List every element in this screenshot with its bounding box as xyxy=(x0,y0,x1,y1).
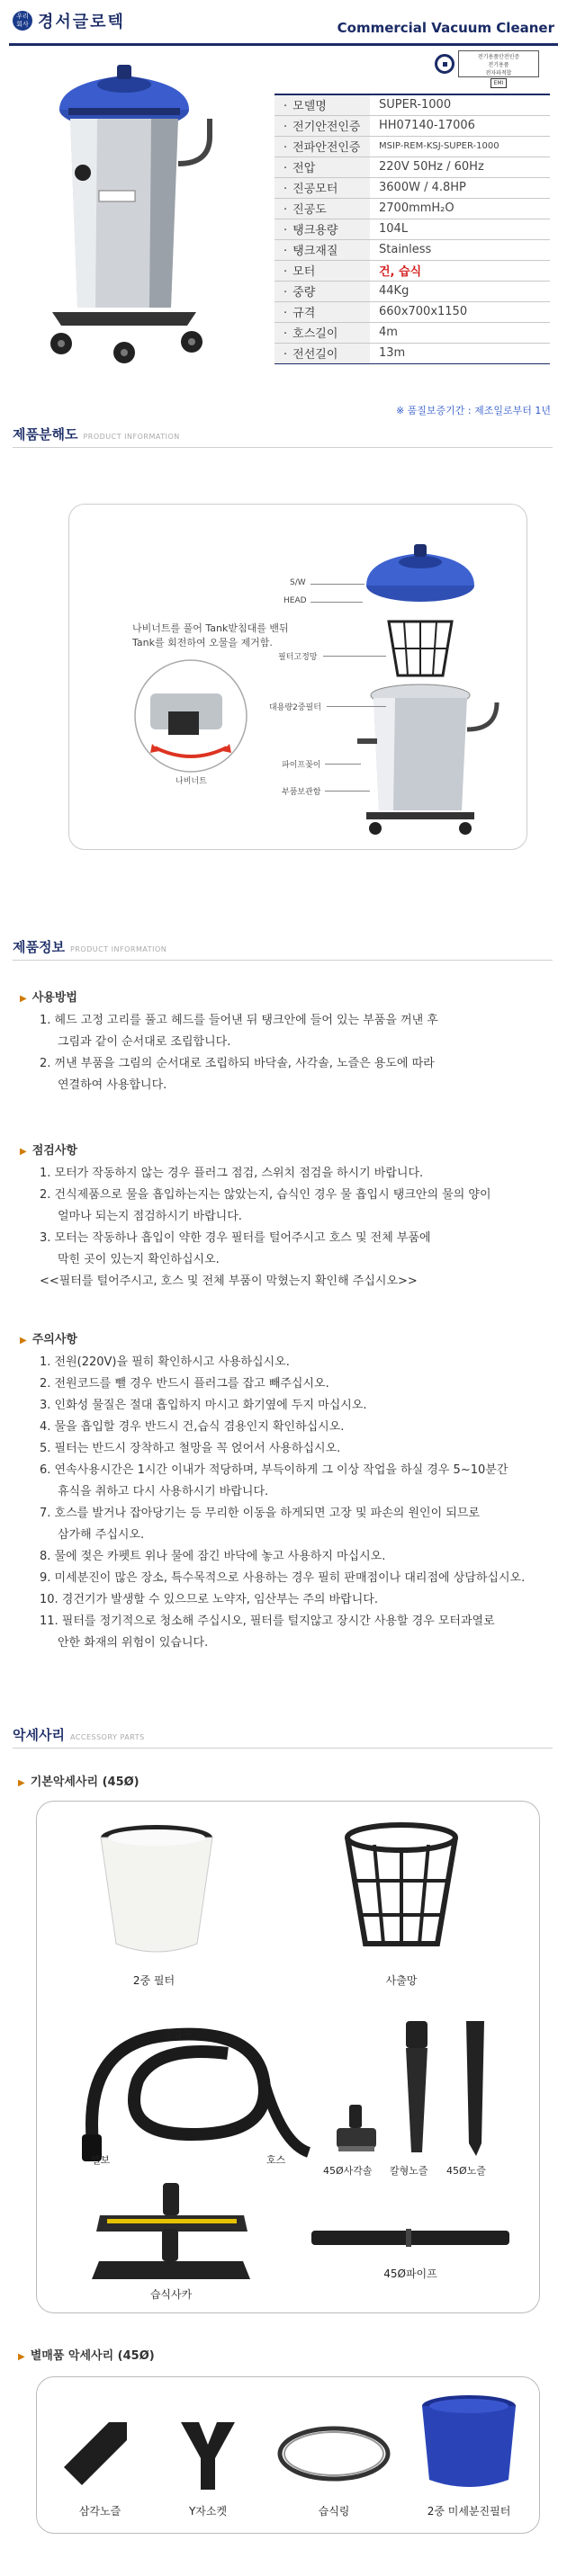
section-header-info xyxy=(13,937,553,961)
kc-mark-icon xyxy=(435,54,454,74)
usage-item: 1. 헤드 고정 고리를 풀고 헤드를 들어낸 뒤 탱크안에 들어 있는 부품을 꺼낸 후 xyxy=(40,1014,438,1027)
spec-value: 3600W / 4.8HP xyxy=(370,177,550,198)
pipe-holder-label: 파이프꽂이 xyxy=(282,761,321,770)
logo-mark-icon: 우리 회사 xyxy=(13,11,32,31)
vacuum-product-image xyxy=(16,56,241,380)
caution-item: 5. 필터는 반드시 장착하고 철망을 꼭 얹어서 사용하십시오. xyxy=(40,1442,341,1455)
caution-item: 2. 전원코드를 뺄 경우 반드시 플러그를 잡고 빼주십시오. xyxy=(40,1377,329,1391)
diagram-note-line: Tank를 회전하여 오물을 제거함. xyxy=(132,637,273,648)
diagram-note xyxy=(132,622,289,650)
warranty-note: ※ 품질보증기간 : 제조일로부터 1년 xyxy=(395,405,551,416)
butterfly-nut-label: 나비너트 xyxy=(176,777,207,786)
section-subtitle: ACCESSORY PARTS xyxy=(69,1733,145,1741)
logo-text: 경서글로텍 xyxy=(38,13,125,31)
spec-key: · 전파안전인증 xyxy=(274,136,370,157)
spec-value: 660x700x1150 xyxy=(370,301,550,322)
check-title: ▶ 점검사항 xyxy=(20,1140,560,1163)
leader-line xyxy=(327,706,386,707)
check-item: 2. 건식제품으로 물을 흡입하는지는 않았는지, 습식인 경우 물 흡입시 탱크안의 물의 양이 xyxy=(40,1188,491,1202)
caution-item: 삼가해 주십시오. xyxy=(58,1528,145,1542)
kc-certification-box xyxy=(458,50,539,86)
spec-row xyxy=(274,157,550,177)
spec-key: · 탱크용량 xyxy=(274,219,370,239)
caution-item: 1. 전원(220V)을 필히 확인하시고 사용하십시오. xyxy=(40,1355,290,1369)
double-filter-label: 2중 필터 xyxy=(132,1974,176,1987)
spec-row xyxy=(274,136,550,157)
kc-certification-text: 전기용품안전인증 전기용품 전자파적합 xyxy=(477,54,520,76)
basket-label: 사출망 xyxy=(385,1974,418,1987)
caution-title: ▶ 주의사항 xyxy=(20,1329,560,1352)
sw-label: S/W xyxy=(290,578,306,587)
triangle-nozzle-label: 삼각노즐 xyxy=(78,2505,122,2518)
crevice-nozzle-image xyxy=(390,2017,444,2161)
caution-item: 6. 연속사용시간은 1시간 이내가 적당하며, 부득이하게 그 이상 작업을 하실 경우 5~10분간 xyxy=(40,1463,508,1477)
page-header xyxy=(0,0,567,56)
check-item: 3. 모터는 작동하나 흡입이 약한 경우 필터를 털어주시고 호스 및 전체 부품에 xyxy=(40,1231,431,1245)
diagram-note-line: 나비너트를 풀어 Tank받침대를 밴뒤 xyxy=(132,622,289,634)
spec-value: 13m xyxy=(370,343,550,363)
section-title: 제품분해도 xyxy=(13,426,78,443)
micro-dust-filter-image xyxy=(415,2390,523,2498)
section-title: 제품정보 xyxy=(13,939,65,955)
elbow-label: 엘보 xyxy=(91,2154,111,2166)
square-brush-image xyxy=(329,2103,383,2157)
spec-key: · 탱크재질 xyxy=(274,239,370,260)
spec-row xyxy=(274,260,550,281)
section-title: 악세사리 xyxy=(13,1727,65,1743)
spec-row xyxy=(274,94,550,115)
y-socket-image xyxy=(172,2413,244,2494)
caution-item: 안한 화재의 위험이 있습니다. xyxy=(58,1636,209,1650)
spec-value: HH07140-17006 xyxy=(370,115,550,136)
caution-item: 8. 물에 젖은 카펫트 위나 물에 잠긴 바닥에 놓고 사용하지 마십시오. xyxy=(40,1550,386,1563)
spec-value: SUPER-1000 xyxy=(370,94,550,115)
parts-storage-label: 부품보관함 xyxy=(282,788,321,797)
check-block xyxy=(20,1140,560,1292)
basic-accessories-title: ▶ 기본악세사리 (45Ø) xyxy=(18,1772,140,1789)
spec-value: MSIP-REM-KSJ-SUPER-1000 xyxy=(370,136,550,157)
square-brush-label: 45Ø사각솔 xyxy=(323,2165,373,2177)
hose-label: 호스 xyxy=(266,2154,286,2166)
y-socket-label: Y자소켓 xyxy=(188,2505,228,2518)
spec-key: · 호스길이 xyxy=(274,322,370,343)
spec-table xyxy=(274,94,550,364)
section-header-diagram xyxy=(13,425,553,448)
caution-item: 11. 필터를 정기적으로 청소해 주십시오, 필터를 털지않고 장시간 사용할 경우 모터과열로 xyxy=(40,1614,495,1628)
spec-row xyxy=(274,239,550,260)
basket-image xyxy=(334,1818,469,1962)
spec-key: · 진공모터 xyxy=(274,177,370,198)
spec-row xyxy=(274,322,550,343)
usage-item: 연결하여 사용합니다. xyxy=(58,1078,167,1092)
pipe-label: 45Ø파이프 xyxy=(383,2267,437,2280)
caution-item: 9. 미세분진이 많은 장소, 특수목적으로 사용하는 경우 필히 판매점이나 대리점에 상담하십시오. xyxy=(40,1571,526,1585)
spec-row xyxy=(274,219,550,239)
header-divider xyxy=(9,43,558,46)
spec-key: · 모터 xyxy=(274,260,370,281)
caution-item: 휴식을 취하고 다시 사용하시기 바랍니다. xyxy=(58,1485,269,1498)
spec-key: · 전기안전인증 xyxy=(274,115,370,136)
leader-line xyxy=(325,791,370,792)
kc-emi-label: EMI xyxy=(490,78,508,88)
exploded-diagram xyxy=(68,504,527,850)
spec-row xyxy=(274,177,550,198)
inlet-label: 흡입구 xyxy=(163,2028,192,2040)
spec-key: · 중량 xyxy=(274,281,370,301)
caution-item: 10. 경건기가 발생할 수 있으므로 노약자, 임산부는 주의 바랍니다. xyxy=(40,1593,378,1606)
spec-key: · 진공도 xyxy=(274,198,370,219)
spec-row xyxy=(274,281,550,301)
triangle-nozzle-image xyxy=(55,2413,145,2494)
wet-ring-label: 습식링 xyxy=(318,2505,350,2518)
caution-item: 7. 호스를 발거나 잡아당기는 등 무리한 이동을 하게되면 고장 및 파손의 원인이 되므로 xyxy=(40,1507,480,1520)
butterfly-nut-detail-image xyxy=(132,657,249,774)
leader-line xyxy=(310,602,363,603)
micro-dust-filter-label: 2중 미세분진필터 xyxy=(427,2505,511,2518)
check-item: 얼마나 되는지 점검하시기 바랍니다. xyxy=(58,1210,242,1223)
wet-tool-label: 습식사카 xyxy=(149,2288,193,2301)
kc-certification-badge xyxy=(435,50,539,86)
nozzle-image xyxy=(453,2017,498,2161)
spec-value: 건, 습식 xyxy=(370,260,550,281)
usage-item: 그림과 같이 순서대로 조립합니다. xyxy=(58,1035,231,1049)
spec-row xyxy=(274,198,550,219)
spec-row xyxy=(274,115,550,136)
extra-accessories-title: ▶ 별매품 악세사리 (45Ø) xyxy=(18,2346,155,2363)
caution-item: 4. 물을 흡입할 경우 반드시 건,습식 겸용인지 확인하십시오. xyxy=(40,1420,345,1434)
filter-holder-label: 필터고정망 xyxy=(278,653,318,662)
spec-row xyxy=(274,301,550,322)
extra-accessories-panel xyxy=(36,2376,540,2534)
spec-key: · 전선길이 xyxy=(274,343,370,363)
filter-label: 대용량2중필터 xyxy=(269,703,321,712)
spec-value: 4m xyxy=(370,322,550,343)
usage-title: ▶ 사용방법 xyxy=(20,988,560,1010)
brand-logo xyxy=(13,9,125,32)
spec-value: 220V 50Hz / 60Hz xyxy=(370,157,550,177)
wet-ring-image xyxy=(275,2422,392,2485)
leader-line xyxy=(310,584,364,585)
double-filter-image xyxy=(89,1818,224,1962)
check-item: <<필터를 털어주시고, 호스 및 전체 부품이 막혔는지 확인해 주십시오>> xyxy=(40,1275,418,1288)
usage-block xyxy=(20,988,560,1096)
caution-item: 3. 인화성 물질은 절대 흡입하지 마시고 화기옆에 두지 마십시오. xyxy=(40,1399,367,1412)
spec-value: 104L xyxy=(370,219,550,239)
spec-value: Stainless xyxy=(370,239,550,260)
head-label: HEAD xyxy=(284,596,307,605)
section-subtitle: PRODUCT INFORMATION xyxy=(69,945,167,953)
page-title: Commercial Vacuum Cleaner xyxy=(337,20,554,36)
check-item: 1. 모터가 작동하지 않는 경우 플러그 점검, 스위치 점검을 하시기 바랍니다. xyxy=(40,1167,424,1180)
leader-line xyxy=(325,764,361,765)
spec-key: · 모델명 xyxy=(274,94,370,115)
spec-key: · 전압 xyxy=(274,157,370,177)
nozzle-label: 45Ø노즐 xyxy=(446,2165,486,2177)
check-item: 막힌 곳이 있는지 확인하십시오. xyxy=(58,1253,220,1266)
spec-value: 2700mmH₂O xyxy=(370,198,550,219)
spec-row xyxy=(274,343,550,363)
crevice-nozzle-label: 칼형노즐 xyxy=(390,2165,428,2177)
usage-item: 2. 꺼낸 부품을 그림의 순서대로 조립하되 바닥솔, 사각솔, 노즐은 용도에 따라 xyxy=(40,1057,435,1070)
spec-value: 44Kg xyxy=(370,281,550,301)
pipe-image xyxy=(307,2220,514,2256)
leader-line xyxy=(323,656,386,657)
spec-key: · 규격 xyxy=(274,301,370,322)
section-subtitle: PRODUCT INFORMATION xyxy=(83,433,180,441)
section-header-accessories xyxy=(13,1725,553,1749)
caution-block xyxy=(20,1329,560,1654)
